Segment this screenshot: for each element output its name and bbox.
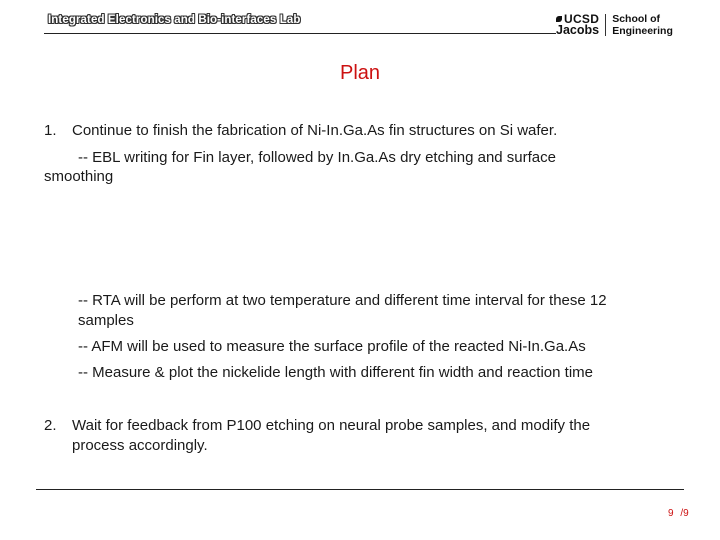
list-item-2-line2: process accordingly. [72, 437, 208, 454]
list-item-1-text: Continue to finish the fabrication of Ni-In.Ga.As fin structures on Si wafer. [72, 122, 558, 139]
sub-item-rta-line1: -- RTA will be perform at two temperature and different time interval for these 12 [78, 292, 607, 309]
sub-item-measure: -- Measure & plot the nickelide length with different fin width and reaction time [78, 364, 593, 381]
list-item-2 [44, 416, 590, 436]
header-divider [44, 33, 556, 34]
sub-item-afm: -- AFM will be used to measure the surface profile of the reacted Ni-In.Ga.As [78, 338, 586, 355]
sub-item-ebl-line1: -- EBL writing for Fin layer, followed by In.Ga.As dry etching and surface [78, 149, 556, 166]
page-number: 9 /9 [668, 508, 689, 519]
list-item-2-number: 2. [44, 417, 57, 434]
lab-title: Integrated Electronics and Bio-interfaces Lab [48, 14, 301, 26]
slide-title: Plan [339, 62, 381, 84]
sub-item-ebl-line2: smoothing [44, 168, 114, 185]
list-item-1 [44, 121, 557, 141]
logo-ucsd-text: UCSD [556, 14, 599, 25]
footer-divider [36, 489, 684, 490]
logo-school-of-engineering [606, 13, 673, 37]
logo-ucsd-jacobs [556, 14, 606, 36]
list-item-1-number: 1. [44, 122, 57, 139]
sub-item-rta-line2: samples [78, 312, 134, 329]
logo-school-line1: School of [612, 13, 661, 25]
ucsd-jacobs-logo [556, 12, 686, 38]
logo-jacobs-text: Jacobs [556, 23, 600, 37]
list-item-2-line1: Wait for feedback from P100 etching on neural probe samples, and modify the [72, 417, 591, 434]
logo-school-line2: Engineering [612, 25, 673, 37]
